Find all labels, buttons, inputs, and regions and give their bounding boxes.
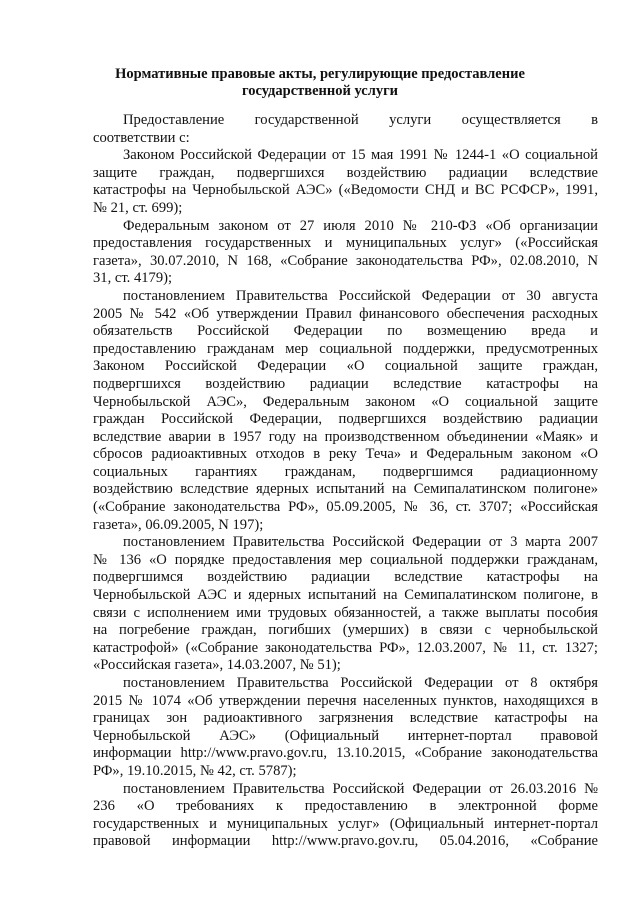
paragraph-line: информации http://www.pravo.gov.ru, 13.10.2015, «Собрание законодательства — [93, 745, 598, 762]
paragraph-line: вследствие аварии в 1957 году на производственном объединении «Маяк» и — [93, 428, 598, 445]
paragraph-line: Предоставление государственной услуги осуществляется в — [123, 112, 598, 128]
paragraph-line: предоставления государственных и муниципальных услуг» («Российская — [93, 235, 598, 252]
paragraph-line: Законом Российской Федерации «О социальной защите граждан, — [93, 358, 598, 375]
paragraph-line: катастрофы на Чернобыльской АЭС» («Ведомости СНД и ВС РСФСР», 1991, — [93, 182, 598, 199]
paragraph-line: 2015 № 1074 «Об утверждении перечня населенных пунктов, находящихся в — [93, 692, 598, 709]
paragraph-line: граждан Российской Федерации, подвергшихся воздействию радиации — [93, 411, 598, 428]
paragraph-line: предоставлению гражданам мер социальной поддержки, предусмотренных — [93, 340, 598, 357]
paragraph — [93, 147, 598, 217]
paragraph-line: Чернобыльской АЭС», Федеральным законом «О социальной защите — [93, 393, 598, 410]
paragraph-line: газета», 06.09.2005, N 197); — [93, 516, 264, 533]
paragraph-line: постановлением Правительства Российской Федерации от 3 марта 2007 — [123, 534, 598, 551]
paragraph-line: государственных и муниципальных услуг» (Официальный интернет-портал — [93, 815, 598, 832]
paragraph-line: воздействию вследствие ядерных испытаний на Семипалатинском полигоне» — [93, 481, 598, 498]
paragraph — [93, 288, 598, 534]
paragraph-line: катастрофой» («Собрание законодательства РФ», 12.03.2007, № 11, ст. 1327; — [93, 639, 598, 656]
paragraph-line: «Российская газета», 14.03.2007, № 51); — [93, 657, 341, 674]
paragraph-line: № 21, ст. 699); — [93, 199, 183, 216]
paragraph-line: подвергшихся воздействию радиации вследствие катастрофы на — [93, 375, 598, 392]
paragraph-line: Чернобыльской АЭС и ядерных испытаний на Семипалатинском полигоне, в — [93, 587, 598, 604]
paragraph-line: 2005 № 542 «Об утверждении Правил финансового обеспечения расходных — [93, 305, 598, 322]
paragraph-line: Федеральным законом от 27 июля 2010 № 210-ФЗ «Об организации — [123, 217, 598, 234]
paragraph-line: связи с исполнением ими трудовых обязанностей, а также выплаты пособия — [93, 604, 598, 621]
paragraph-line: постановлением Правительства Российской Федерации от 26.03.2016 № — [123, 780, 598, 797]
paragraph-line: защите граждан, подвергшихся воздействию радиации вследствие — [93, 164, 598, 181]
paragraph-line: соответствии с: — [93, 129, 190, 146]
paragraph-line: сбросов радиоактивных отходов в реку Теча» и Федеральным законом «О — [93, 446, 598, 463]
paragraph — [93, 112, 598, 147]
paragraph-line: Законом Российской Федерации от 15 мая 1991 № 1244-1 «О социальной — [123, 147, 598, 164]
paragraph — [93, 218, 598, 288]
page-title — [92, 66, 548, 100]
paragraph-line: обязательств Российской Федерации по возмещению вреда и — [93, 323, 598, 340]
paragraph-line: газета», 30.07.2010, N 168, «Собрание законодательства РФ», 02.08.2010, N — [93, 252, 598, 269]
paragraph-line: Чернобыльской АЭС» (Официальный интернет-портал правовой — [93, 727, 598, 744]
paragraph-line: постановлением Правительства Российской Федерации от 30 августа — [123, 287, 598, 304]
paragraph-line: постановлением Правительства Российской Федерации от 8 октября — [123, 675, 598, 691]
paragraph-line: 236 «О требованиях к предоставлению в электронной форме — [93, 798, 598, 815]
page-title-line-1: Нормативные правовые акты, регулирующие предоставление — [115, 66, 525, 82]
page-title-line-2: государственной услуги — [241, 83, 399, 99]
paragraph-line: на погребение граждан, погибших (умерших) в связи с чернобыльской — [93, 622, 598, 639]
paragraph — [93, 675, 598, 781]
paragraph-line: границах зон радиоактивного загрязнения вследствие катастрофы на — [93, 710, 598, 727]
document-body — [93, 112, 598, 851]
paragraph — [93, 534, 598, 675]
paragraph-line: правовой информации http://www.pravo.gov.ru, 05.04.2016, «Собрание — [93, 833, 598, 850]
paragraph-line: РФ», 19.10.2015, № 42, ст. 5787); — [93, 762, 297, 779]
paragraph-line: № 136 «О порядке предоставления мер социальной поддержки гражданам, — [93, 551, 598, 568]
paragraph — [93, 781, 598, 851]
paragraph-line: («Собрание законодательства РФ», 05.09.2005, № 36, ст. 3707; «Российская — [93, 499, 598, 516]
paragraph-line: социальных гарантиях гражданам, подвергшимся радиационному — [93, 463, 598, 480]
paragraph-line: подвергшимся воздействию радиации вследствие катастрофы на — [93, 569, 598, 586]
paragraph-line: 31, ст. 4179); — [93, 270, 173, 287]
